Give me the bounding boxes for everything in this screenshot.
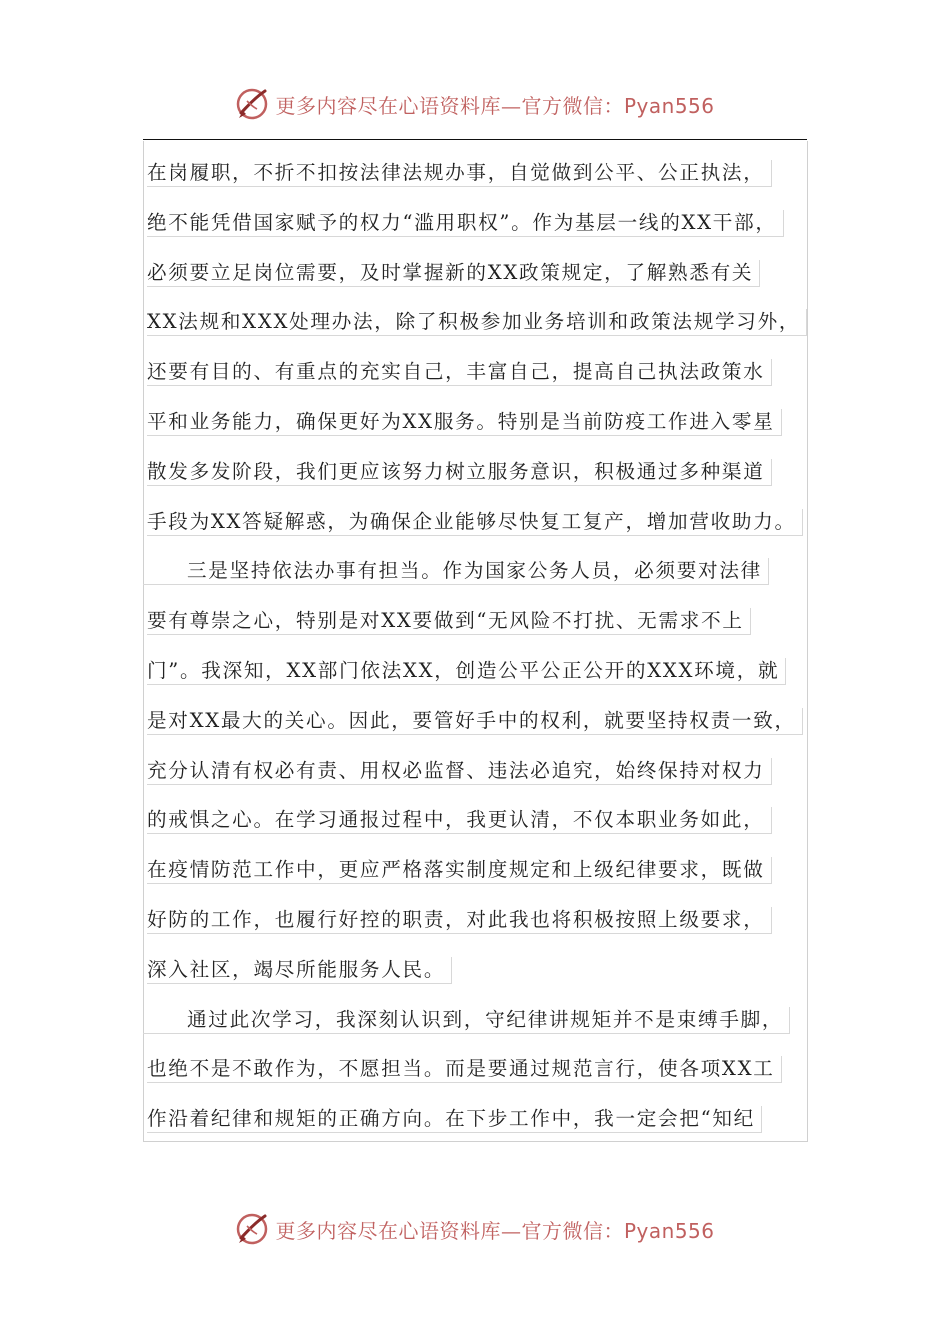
text-line xyxy=(147,845,827,895)
text-line xyxy=(147,198,827,248)
text-line xyxy=(147,646,827,696)
text-line xyxy=(147,347,827,397)
text-line-content: 作沿着纪律和规矩的正确方向。在下步工作中，我一定会把“知纪 xyxy=(147,1106,762,1133)
text-line-content: 必须要立足岗位需要，及时掌握新的XX政策规定，了解熟悉有关 xyxy=(147,260,760,287)
paragraph-start-line xyxy=(147,546,827,596)
text-line-content: 绝不能凭借国家赋予的权力“滥用职权”。作为基层一线的XX干部， xyxy=(147,210,784,237)
text-line-content: 平和业务能力，确保更好为XX服务。特别是当前防疫工作进入零星 xyxy=(147,409,782,436)
pen-logo-icon xyxy=(235,1212,269,1246)
text-line-content: 门”。我深知，XX部门依法XX，创造公平公正公开的XXX环境，就 xyxy=(147,658,786,685)
footer-label: 官方微信： xyxy=(521,1218,624,1243)
text-line xyxy=(147,596,827,646)
text-line xyxy=(147,696,827,746)
body-text xyxy=(147,148,827,1144)
text-line xyxy=(147,447,827,497)
text-line xyxy=(147,945,827,995)
text-line xyxy=(147,1044,827,1094)
text-line-content: 好防的工作，也履行好控的职责，对此我也将积极按照上级要求， xyxy=(147,907,772,934)
text-line-content: 深入社区，竭尽所能服务人民。 xyxy=(147,957,452,984)
text-line-content: 通过此次学习，我深刻认识到，守纪律讲规矩并不是束缚手脚， xyxy=(143,1007,790,1034)
text-line-content: 手段为XX答疑解惑，为确保企业能够尽快复工复产，增加营收助力。 xyxy=(147,509,803,536)
text-line-content: XX法规和XXX处理办法，除了积极参加业务培训和政策法规学习外， xyxy=(147,309,807,336)
text-line xyxy=(147,746,827,796)
text-line-content: 在疫情防范工作中，更应严格落实制度规定和上级纪律要求，既做 xyxy=(147,857,772,884)
text-line xyxy=(147,297,827,347)
header-brand: 更多内容尽在心语资料库 xyxy=(275,93,501,118)
header-rule xyxy=(143,139,807,140)
text-line-content: 还要有目的、有重点的充实自己，丰富自己，提高自己执法政策水 xyxy=(147,359,772,386)
text-line xyxy=(147,248,827,298)
text-line-content: 散发多发阶段，我们更应该努力树立服务意识，积极通过多种渠道 xyxy=(147,459,772,486)
header-dash: — xyxy=(500,93,522,118)
header-wechat-id: Pyan556 xyxy=(623,93,715,118)
text-line-content: 三是坚持依法办事有担当。作为国家公务人员，必须要对法律 xyxy=(143,558,769,585)
text-line-content: 要有尊崇之心，特别是对XX要做到“无风险不打扰、无需求不上 xyxy=(147,608,751,635)
footer-banner xyxy=(0,1209,950,1249)
header-banner xyxy=(0,84,950,124)
text-line-content: 的戒惧之心。在学习通报过程中，我更认清，不仅本职业务如此， xyxy=(147,807,772,834)
paragraph-start-line xyxy=(147,995,827,1045)
header-label: 官方微信： xyxy=(521,93,624,118)
text-line xyxy=(147,497,827,547)
text-line-content: 在岗履职，不折不扣按法律法规办事，自觉做到公平、公正执法， xyxy=(147,160,772,187)
text-line-content: 是对XX最大的关心。因此，要管好手中的权利，就要坚持权责一致， xyxy=(147,708,803,735)
footer-dash: — xyxy=(500,1218,522,1243)
text-line xyxy=(147,397,827,447)
footer-wechat-id: Pyan556 xyxy=(623,1218,715,1243)
footer-text xyxy=(275,1215,714,1244)
text-line-content: 也绝不是不敢作为，不愿担当。而是要通过规范言行，使各项XX工 xyxy=(147,1056,782,1083)
footer-brand: 更多内容尽在心语资料库 xyxy=(275,1218,501,1243)
text-line xyxy=(147,895,827,945)
text-line-content: 充分认清有权必有责、用权必监督、违法必追究，始终保持对权力 xyxy=(147,758,772,785)
text-line xyxy=(147,795,827,845)
text-line xyxy=(147,1094,827,1144)
pen-logo-icon xyxy=(235,87,269,121)
text-line xyxy=(147,148,827,198)
header-text xyxy=(275,90,714,119)
